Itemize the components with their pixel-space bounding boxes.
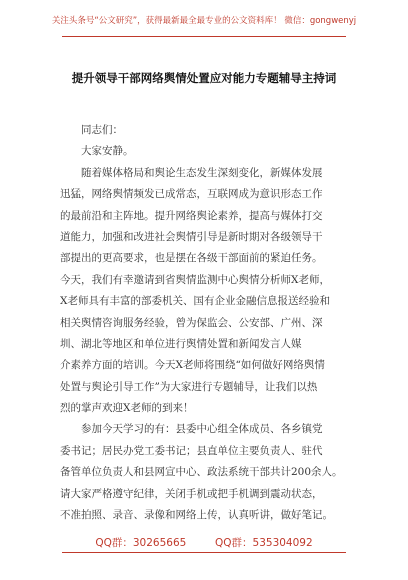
header-divider: [62, 36, 346, 37]
qq-group-1: QQ群：30265665: [95, 537, 187, 549]
body-line: 介素养方面的培训。今天X老师将围绕“如何做好网络舆情: [60, 359, 325, 372]
body-line: 随着媒体格局和舆论生态发生深刻变化，新媒体发展: [81, 166, 323, 179]
body-line: 大家安静。: [81, 145, 134, 158]
promo-banner: 关注头条号“公文研究”，获得最新最全最专业的公文资料库！ 微信：gongwenyj: [51, 16, 357, 26]
body-line: 今天，我们有幸邀请到省舆情监测中心舆情分析师X老师，: [60, 273, 330, 286]
body-line: 同志们：: [81, 124, 123, 136]
body-line: 不准拍照、录音、录像和网络上传，认真听讲，做好笔记。: [60, 509, 333, 522]
body-line: 相关舆情咨询服务经验，曾为保监会、公安部、广州、深: [60, 316, 323, 329]
footer-qq-groups: [0, 535, 408, 550]
body-line: 参加今天学习的有：县委中心组全体成员、各乡镇党: [81, 423, 323, 436]
body-line: 处置与舆论引导工作”为大家进行专题辅导，让我们以热: [60, 380, 318, 393]
body-line: 委书记；居民办党工委书记；县直单位主要负责人、驻代: [60, 444, 323, 457]
body-line: 圳、湖北等地区和单位进行舆情处置和新闻发言人媒: [60, 337, 302, 350]
body-line: 备管单位负责人和县网宣中心、政法系统干部共计200余人。: [60, 466, 343, 479]
body-line: 部提出的更高要求，也是摆在各级干部面前的紧迫任务。: [60, 252, 323, 265]
body-line: 的最前沿和主阵地。提升网络舆论素养，提高与媒体打交: [60, 209, 323, 222]
body-line: 道能力，加强和改进社会舆情引导是新时期对各级领导干: [60, 230, 323, 243]
footer-divider: [62, 552, 346, 553]
qq-group-2: QQ群：535304092: [215, 537, 313, 549]
document-title: 提升领导干部网络舆情处置应对能力专题辅导主持词: [71, 71, 337, 85]
body-line: 迅猛，网络舆情频发已成常态，互联网成为意识形态工作: [60, 188, 323, 201]
document-body: [60, 120, 360, 526]
body-line: X老师具有丰富的部委机关、国有企业金融信息报送经验和: [60, 295, 330, 308]
body-line: 请大家严格遵守纪律，关闭手机或把手机调到震动状态，: [60, 487, 323, 500]
body-line: 烈的掌声欢迎X老师的到来！: [60, 402, 194, 415]
